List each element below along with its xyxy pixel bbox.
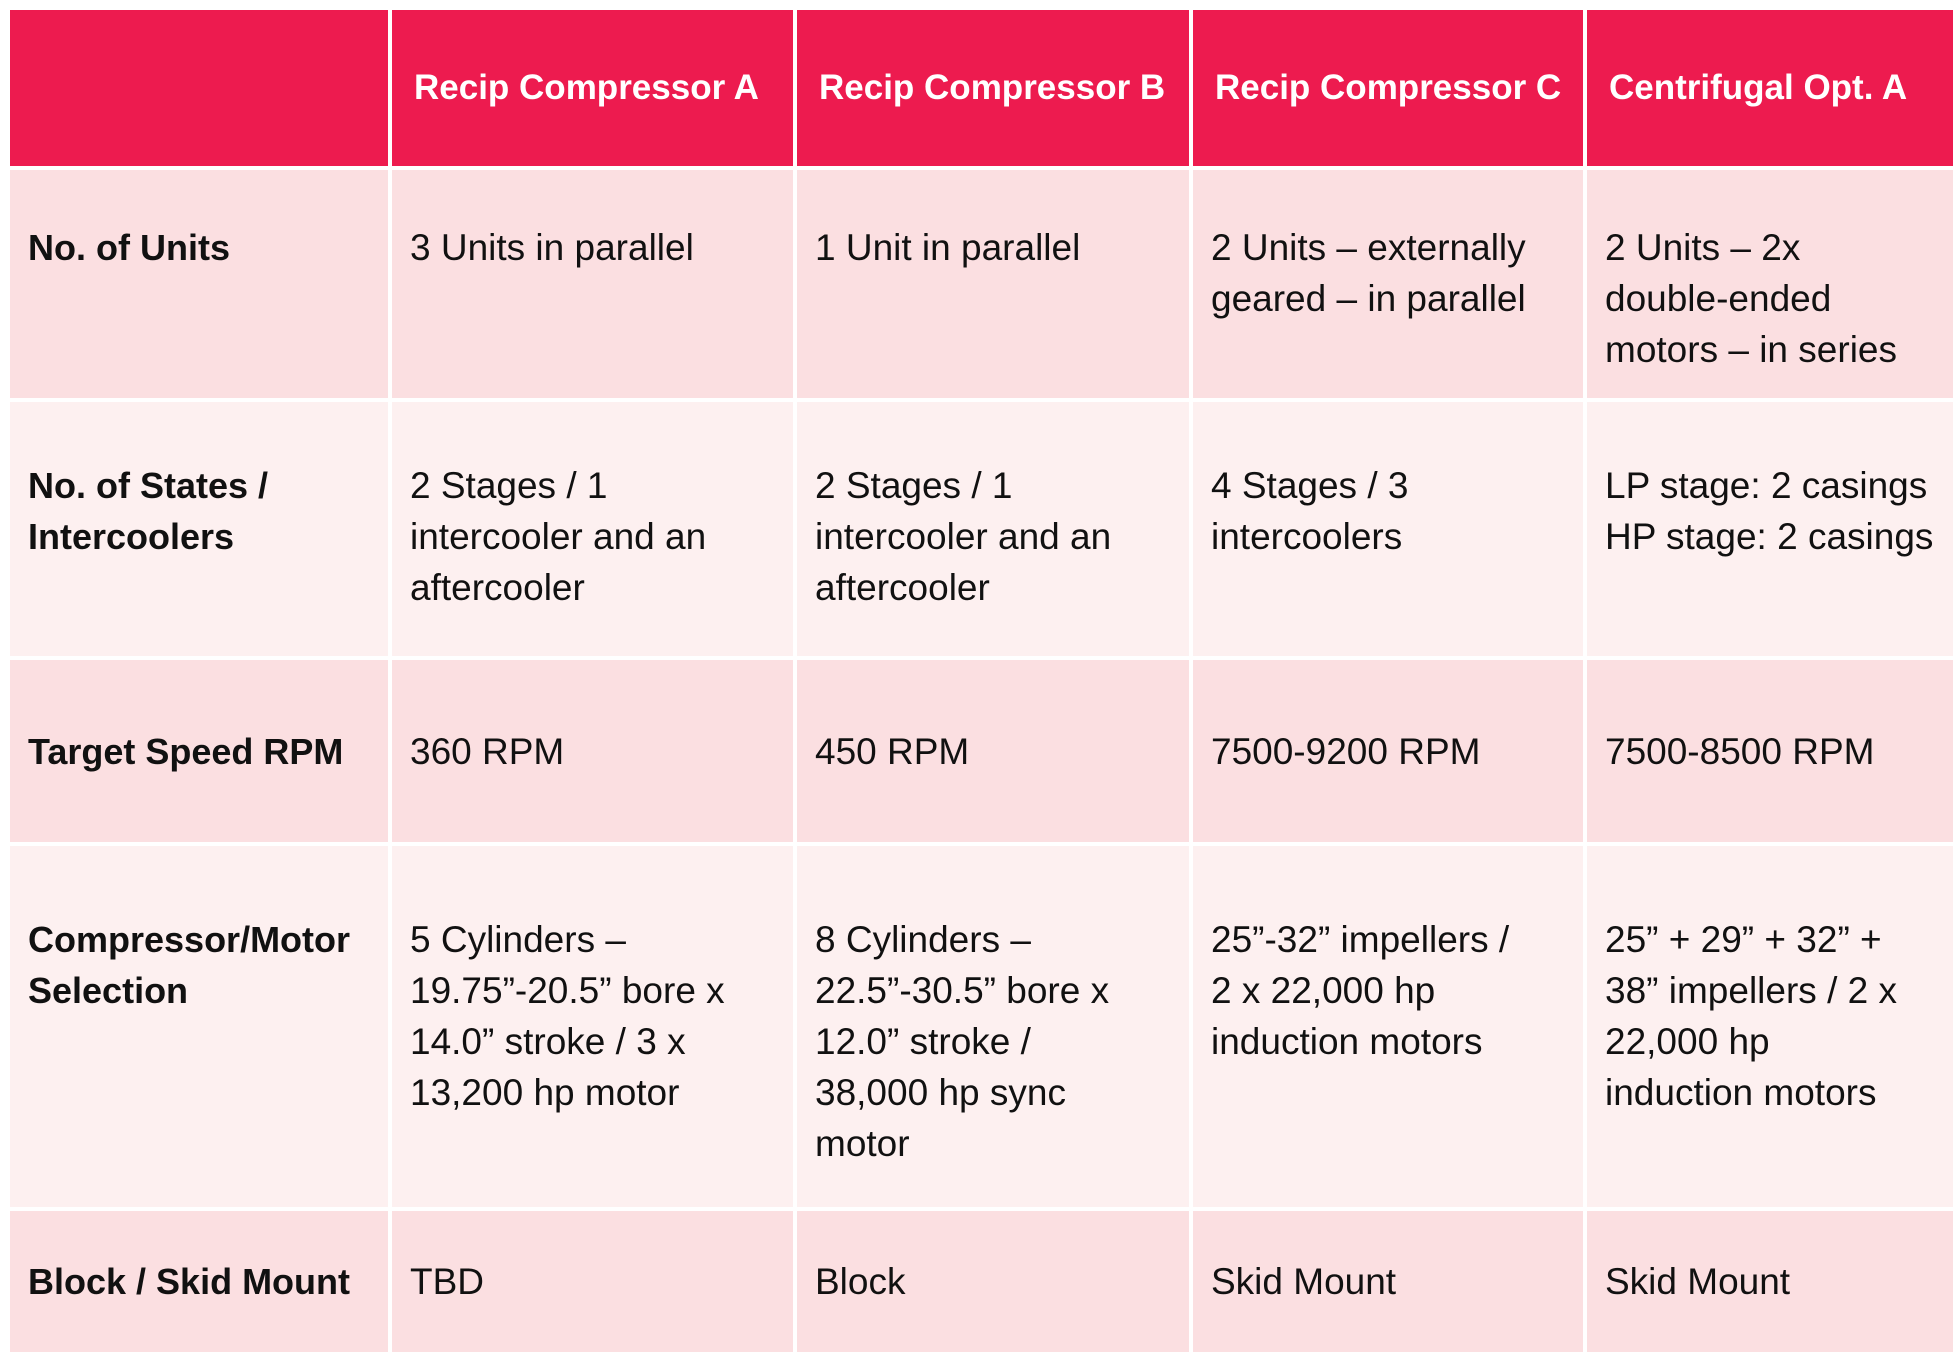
row-label-no-of-states	[8, 400, 390, 658]
cell-line: 25”-32” impellers /	[1211, 919, 1510, 960]
row-label-line: Intercoolers	[28, 516, 235, 557]
cell-line: 2 x 22,000 hp	[1211, 970, 1436, 1011]
cell-units-recip-b	[795, 168, 1191, 400]
cell-speed-recip-b	[795, 658, 1191, 844]
cell-line: 2 Stages / 1	[410, 465, 608, 506]
cell-line: intercooler and an	[410, 516, 707, 557]
cell-line: 2 Units – externally	[1211, 227, 1526, 268]
cell-line: motors – in series	[1605, 329, 1897, 370]
cell-line: 7500-9200 RPM	[1211, 730, 1481, 772]
compressor-comparison-table	[6, 6, 1957, 1356]
cell-line: 7500-8500 RPM	[1605, 730, 1875, 772]
cell-stages-centrifugal-a	[1585, 400, 1955, 658]
cell-line: Skid Mount	[1211, 1261, 1397, 1302]
cell-line: 2 Units – 2x	[1605, 227, 1801, 268]
row-label-line: No. of States /	[28, 465, 269, 506]
cell-stages-recip-b	[795, 400, 1191, 658]
cell-line: 360 RPM	[410, 730, 565, 772]
header-row	[8, 8, 1955, 168]
header-corner-cell	[8, 8, 390, 168]
cell-line: motor	[815, 1123, 910, 1164]
row-compressor-motor-selection	[8, 844, 1955, 1209]
cell-line: 8 Cylinders –	[815, 919, 1031, 960]
cell-line: TBD	[410, 1261, 484, 1302]
cell-line: 450 RPM	[815, 730, 970, 772]
comparison-table-container	[6, 6, 1953, 1356]
cell-units-recip-a	[390, 168, 795, 400]
cell-stages-recip-a	[390, 400, 795, 658]
header-recip-compressor-a: Recip Compressor A	[390, 8, 795, 168]
cell-line: 4 Stages / 3	[1211, 465, 1409, 506]
row-label-no-of-units	[8, 168, 390, 400]
cell-line: 5 Cylinders –	[410, 919, 626, 960]
cell-speed-recip-a	[390, 658, 795, 844]
cell-line: 38” impellers / 2 x	[1605, 970, 1897, 1011]
row-target-speed-rpm	[8, 658, 1955, 844]
cell-line: 22.5”-30.5” bore x	[815, 970, 1110, 1011]
cell-line: induction motors	[1605, 1072, 1877, 1113]
cell-line: 14.0” stroke / 3 x	[410, 1021, 686, 1062]
cell-line: 3 Units in parallel	[410, 227, 694, 268]
row-label-line: Compressor/Motor	[28, 919, 351, 960]
cell-line: 2 Stages / 1	[815, 465, 1013, 506]
row-label-block-skid	[8, 1209, 390, 1354]
cell-line: intercoolers	[1211, 516, 1403, 557]
cell-line: 25” + 29” + 32” +	[1605, 919, 1882, 960]
cell-mount-recip-a	[390, 1209, 795, 1354]
cell-speed-centrifugal-a	[1585, 658, 1955, 844]
cell-selection-centrifugal-a	[1585, 844, 1955, 1209]
row-no-of-units	[8, 168, 1955, 400]
row-no-of-states-intercoolers	[8, 400, 1955, 658]
cell-line: induction motors	[1211, 1021, 1483, 1062]
cell-line: HP stage: 2 casings	[1605, 516, 1934, 557]
cell-mount-centrifugal-a	[1585, 1209, 1955, 1354]
cell-line: 1 Unit in parallel	[815, 227, 1081, 268]
cell-line: 13,200 hp motor	[410, 1072, 680, 1113]
header-recip-compressor-b: Recip Compressor B	[795, 8, 1191, 168]
cell-line: intercooler and an	[815, 516, 1112, 557]
row-block-skid-mount	[8, 1209, 1955, 1354]
cell-line: 38,000 hp sync	[815, 1072, 1066, 1113]
cell-selection-recip-c	[1191, 844, 1585, 1209]
cell-line: 19.75”-20.5” bore x	[410, 970, 725, 1011]
row-label-line: Block / Skid Mount	[28, 1261, 351, 1302]
cell-units-recip-c	[1191, 168, 1585, 400]
cell-selection-recip-a	[390, 844, 795, 1209]
cell-line: double-ended	[1605, 278, 1832, 319]
cell-line: Skid Mount	[1605, 1261, 1791, 1302]
cell-line: Block	[815, 1261, 906, 1302]
row-label-line: Selection	[28, 970, 189, 1011]
cell-line: 22,000 hp	[1605, 1021, 1770, 1062]
row-label-line: No. of Units	[28, 227, 230, 268]
row-label-compressor-motor	[8, 844, 390, 1209]
cell-line: aftercooler	[410, 567, 585, 608]
cell-line: geared – in parallel	[1211, 278, 1526, 319]
cell-stages-recip-c	[1191, 400, 1585, 658]
row-label-target-speed	[8, 658, 390, 844]
cell-line: LP stage: 2 casings	[1605, 465, 1928, 506]
cell-speed-recip-c	[1191, 658, 1585, 844]
header-centrifugal-opt-a: Centrifugal Opt. A	[1585, 8, 1955, 168]
cell-line: aftercooler	[815, 567, 990, 608]
cell-mount-recip-b	[795, 1209, 1191, 1354]
cell-units-centrifugal-a	[1585, 168, 1955, 400]
cell-selection-recip-b	[795, 844, 1191, 1209]
row-label-line: Target Speed RPM	[28, 730, 344, 772]
cell-line: 12.0” stroke /	[815, 1021, 1031, 1062]
cell-mount-recip-c	[1191, 1209, 1585, 1354]
header-recip-compressor-c: Recip Compressor C	[1191, 8, 1585, 168]
